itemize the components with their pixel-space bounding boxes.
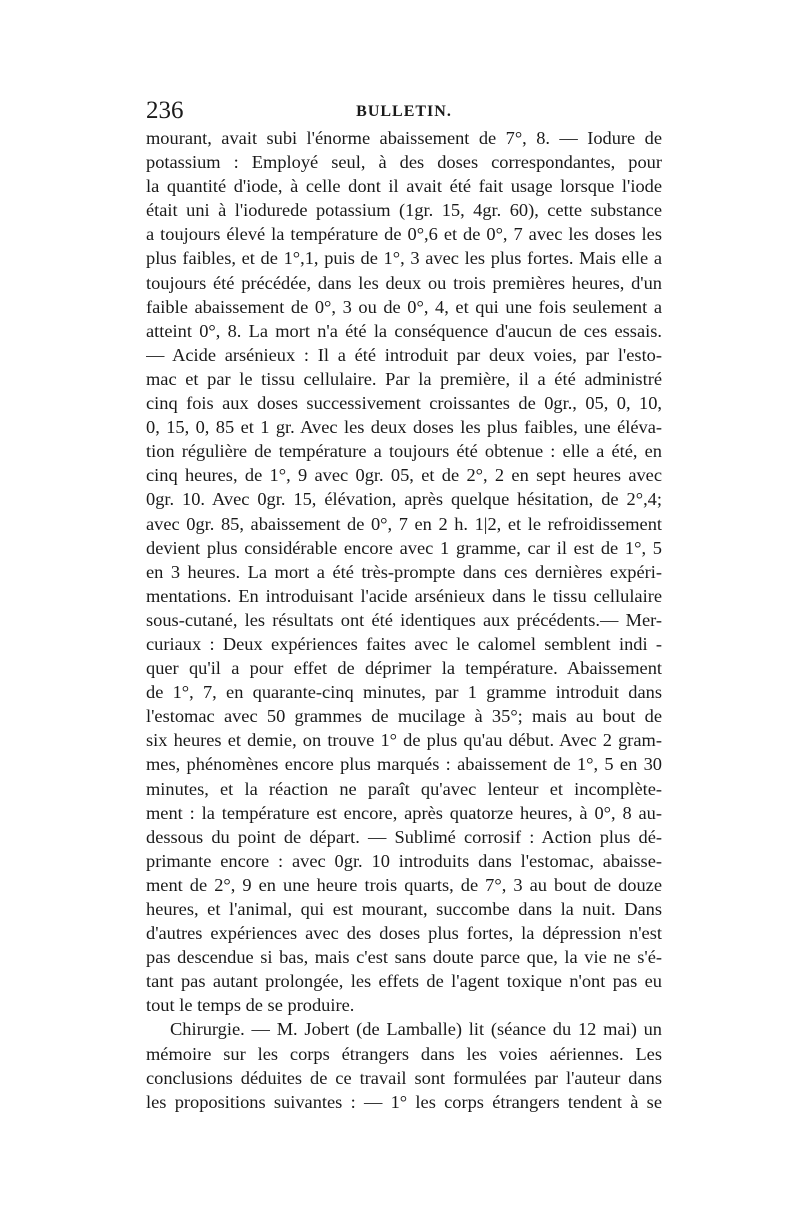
text-line: d'autres expériences avec des doses plus fortes, la dépression n'est — [146, 923, 662, 944]
text-line: tant pas autant prolongée, les effets de l'agent toxique n'ont pas eu — [146, 971, 662, 992]
text-line: toujours été précédée, dans les deux ou trois premières heures, d'un — [146, 272, 662, 293]
text-line: pas descendue si bas, mais c'est sans doute parce que, la vie ne s'é- — [146, 947, 662, 968]
text-line: tion régulière de température a toujours été obtenue : elle a été, en — [146, 441, 662, 462]
text-line: en 3 heures. La mort a été très-prompte dans ces dernières expéri- — [146, 561, 662, 582]
text-body — [146, 126, 662, 1114]
text-line: quer qu'il a pour effet de déprimer la température. Abaissement — [146, 658, 662, 679]
text-line: six heures et demie, on trouve 1° de plus qu'au début. Avec 2 gram- — [146, 730, 662, 751]
text-line: heures, et l'animal, qui est mourant, succombe dans la nuit. Dans — [146, 899, 662, 919]
text-line: Chirurgie. — M. Jobert (de Lamballe) lit (séance du 12 mai) un — [170, 1019, 662, 1040]
text-line: l'estomac avec 50 grammes de mucilage à 35°; mais au bout de — [146, 706, 662, 727]
text-line: faible abaissement de 0°, 3 ou de 0°, 4, et qui une fois seulement a — [146, 296, 662, 317]
text-line: curiaux : Deux expériences faites avec le calomel semblent indi - — [146, 633, 662, 654]
text-line: 0gr. 10. Avec 0gr. 15, élévation, après quelque hésitation, de 2°,4; — [146, 489, 662, 510]
text-line: sous-cutané, les résultats ont été identiques aux précédents.— Mer- — [146, 609, 662, 630]
text-line: mémoire sur les corps étrangers dans les voies aériennes. Les — [146, 1043, 662, 1064]
page-number: 236 — [146, 97, 184, 124]
text-line: 0, 15, 0, 85 et 1 gr. Avec les deux doses les plus faibles, une éléva- — [146, 417, 662, 438]
text-line: devient plus considérable encore avec 1 gramme, car il est de 1°, 5 — [146, 537, 662, 558]
text-line: conclusions déduites de ce travail sont formulées par l'auteur dans — [146, 1067, 662, 1088]
text-line: mourant, avait subi l'énorme abaissement de 7°, 8. — Iodure de — [146, 128, 662, 148]
text-line: les propositions suivantes : — 1° les corps étrangers tendent à se — [146, 1091, 662, 1112]
text-line: ment de 2°, 9 en une heure trois quarts, de 7°, 3 au bout de douze — [146, 874, 662, 895]
running-head: BULLETIN. — [356, 103, 452, 120]
text-line: ment : la température est encore, après quatorze heures, à 0°, 8 au- — [146, 802, 662, 823]
text-line: mentations. En introduisant l'acide arsénieux dans le tissu cellulaire — [146, 585, 662, 606]
text-line: dessous du point de départ. — Sublimé corrosif : Action plus dé- — [146, 826, 662, 847]
page-header — [146, 96, 662, 126]
text-line: était uni à l'iodurede potassium (1gr. 15, 4gr. 60), cette substance — [146, 200, 662, 221]
text-line: tout le temps de se produire. — [146, 995, 355, 1016]
text-line: minutes, et la réaction ne paraît qu'avec lenteur et incomplète- — [146, 778, 662, 799]
text-line: mes, phénomènes encore plus marqués : abaissement de 1°, 5 en 30 — [146, 754, 662, 775]
text-line: cinq fois aux doses successivement croissantes de 0gr., 05, 0, 10, — [146, 393, 662, 414]
text-line: a toujours élevé la température de 0°,6 et de 0°, 7 avec les doses les — [146, 224, 662, 245]
text-line: de 1°, 7, en quarante-cinq minutes, par 1 gramme introduit dans — [146, 682, 662, 703]
text-line: potassium : Employé seul, à des doses correspondantes, pour — [146, 152, 662, 173]
text-line: primante encore : avec 0gr. 10 introduits dans l'estomac, abaisse- — [146, 850, 662, 871]
text-line: — Acide arsénieux : Il a été introduit par deux voies, par l'esto- — [146, 344, 662, 365]
text-line: la quantité d'iode, à celle dont il avait été fait usage lorsque l'iode — [146, 176, 662, 197]
text-line: mac et par le tissu cellulaire. Par la première, il a été administré — [146, 368, 662, 389]
text-line: atteint 0°, 8. La mort n'a été la conséquence d'aucun de ces essais. — [146, 320, 662, 341]
text-line: plus faibles, et de 1°,1, puis de 1°, 3 avec les plus fortes. Mais elle a — [146, 248, 662, 269]
text-line: cinq heures, de 1°, 9 avec 0gr. 05, et de 2°, 2 en sept heures avec — [146, 465, 662, 486]
text-line: avec 0gr. 85, abaissement de 0°, 7 en 2 h. 1|2, et le refroidissement — [146, 513, 662, 534]
